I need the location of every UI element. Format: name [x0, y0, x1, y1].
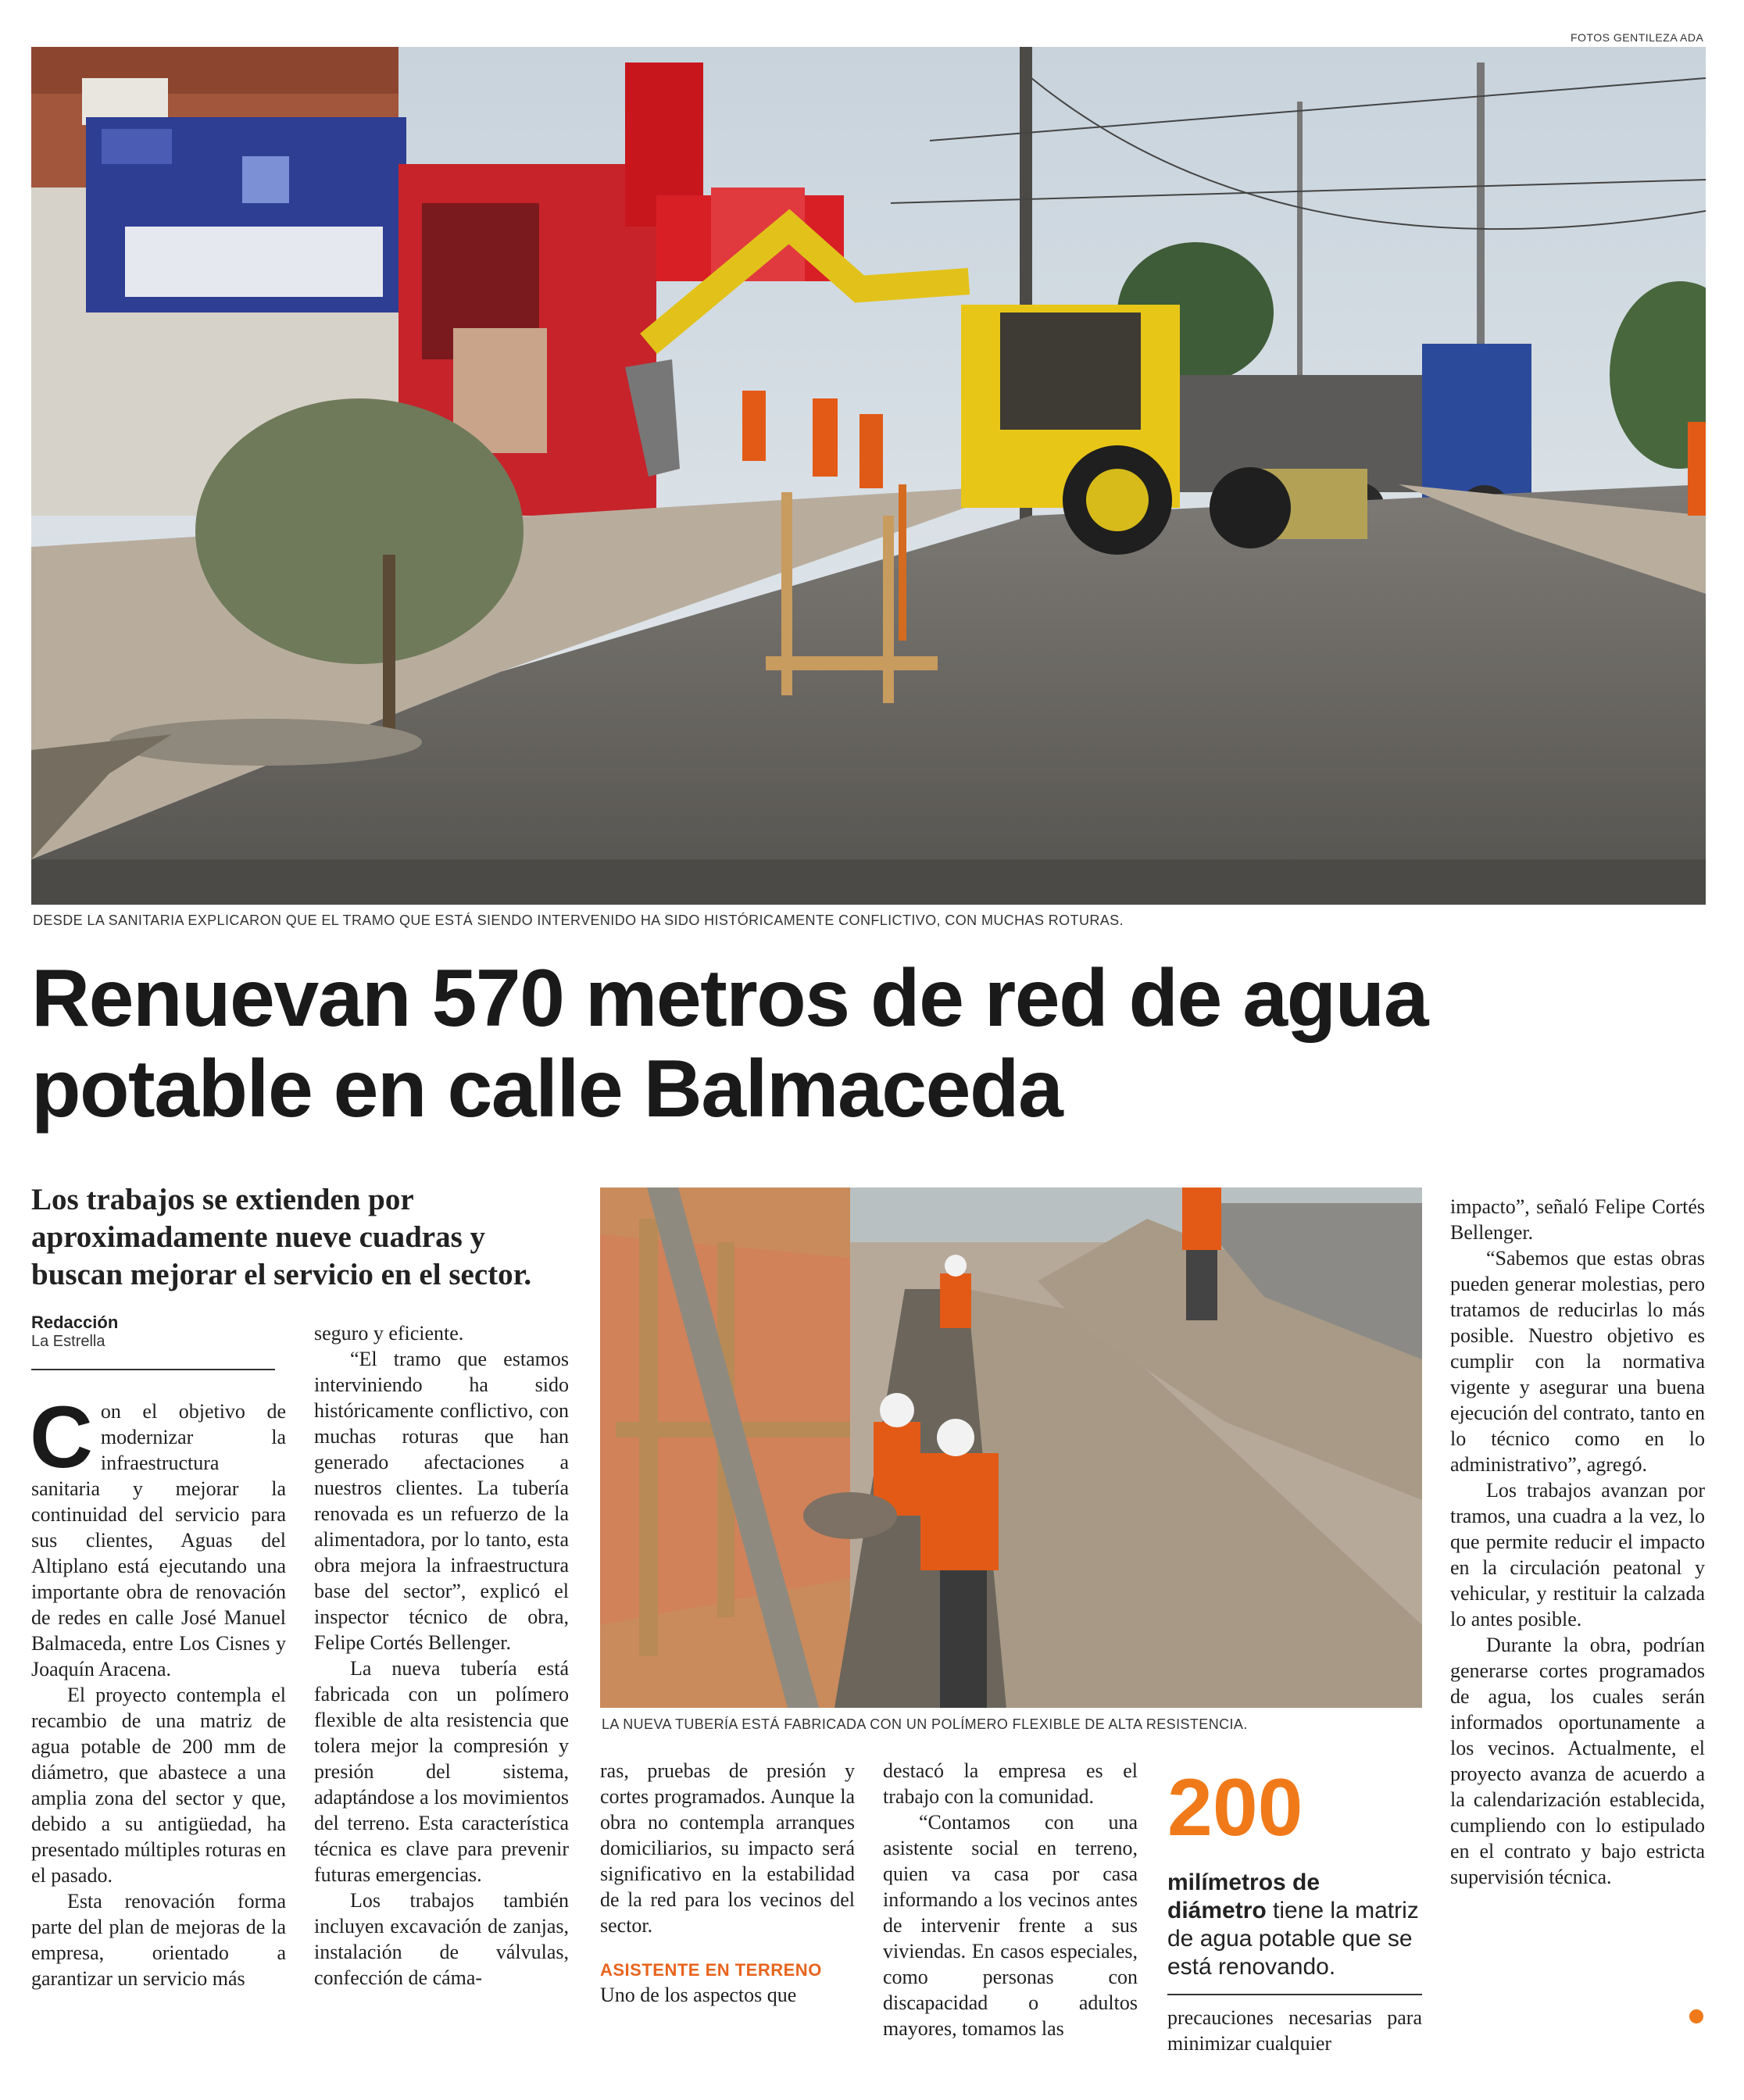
article-paragraph: Uno de los aspectos que	[600, 1984, 797, 2006]
article-paragraph: El proyecto contempla el recambio de una matriz de agua potable de 200 mm de diámetro, que abastece a una amplia zona del sector y que, debido a su antigüedad, ha presentado múltiples roturas en el pasado.	[31, 1684, 286, 1887]
body-column-1	[30, 1388, 286, 1991]
article-paragraph: destacó la empresa es el trabajo con la comunidad.	[883, 1759, 1138, 1808]
article-paragraph: “Contamos con una asistente social en terreno, quien va casa por casa informando a los vecinos antes de intervenir frente a sus viviendas. En casos especiales, como personas con discapacidad o adultos mayores, tomamos las	[883, 1811, 1138, 2040]
end-mark-icon	[1689, 2009, 1703, 2023]
article-paragraph: Esta renovación forma parte del plan de mejoras de la empresa, orientado a garantizar un servicio más	[31, 1890, 286, 1990]
headline-line-2: potable en calle Balmaceda	[31, 1044, 1063, 1134]
article-paragraph: Durante la obra, podrían generarse cortes programados de agua, los cuales serán informados oportunamente a los vecinos. Actualmente, el proyecto avanza de acuerdo a la calendarización establecida, cumpliendo con lo estipulado en el contrato y bajo estricta supervisión técnica.	[1450, 1634, 1705, 1888]
byline-name: Redacción	[31, 1312, 119, 1332]
byline	[31, 1312, 118, 1351]
lede-line-1: Los trabajos se extienden por	[31, 1183, 414, 1216]
byline-org: La Estrella	[31, 1333, 105, 1350]
lede	[31, 1181, 594, 1294]
body-column-4	[883, 1758, 1138, 2041]
article-paragraph: La nueva tubería está fabricada con un polímero flexible de alta resistencia que tolera mejor la compresión y presión del sistema, adaptándose a los movimientos del terreno. Esta característica técnica es clave para prevenir futuras emergencias.	[314, 1657, 569, 1886]
article-paragraph: ras, pruebas de presión y cortes programados. Aunque la obra no contempla arranques domiciliarios, su impacto será significativo en la estabilidad de la red para los vecinos del sector.	[600, 1759, 855, 1937]
paragraph-text: on el objetivo de modernizar la infraestructura sanitaria y mejorar la continuidad del servicio para sus clientes, Aguas del Altiplano está ejecutando una importante obra de renovación de redes en calle José Manuel Balmaceda, entre Los Cisnes y Joaquín Aracena.	[31, 1400, 286, 1680]
body-column-5	[1167, 2005, 1422, 2056]
highlight-description	[1167, 1869, 1422, 1981]
top-photo-caption: DESDE LA SANITARIA EXPLICARON QUE EL TRAMO QUE ESTÁ SIENDO INTERVENIDO HA SIDO HISTÓRICAMENTE CONFLICTIVO, CON MUCHAS ROTURAS.	[33, 912, 1124, 928]
article-paragraph: impacto”, señaló Felipe Cortés Bellenger.	[1450, 1195, 1705, 1244]
article-paragraph: “El tramo que estamos interviniendo ha sido históricamente conflictivo, con muchas roturas que han generado afectaciones a nuestros clientes. La tubería renovada es un refuerzo de la alimentadora, por lo tanto, esta obra mejora la infraestructura base del sector”, explicó el inspector técnico de obra, Felipe Cortés Bellenger.	[314, 1348, 569, 1654]
article-paragraph: precauciones necesarias para minimizar cualquier	[1167, 2006, 1422, 2055]
article-paragraph: Los trabajos avanzan por tramos, una cuadra a la vez, lo que permite reducir el impacto en la circulación peatonal y vehicular, y restituir la calzada lo antes posible.	[1450, 1479, 1705, 1630]
highlight-rest: tiene la matriz de agua potable que se está renovando.	[1167, 1898, 1419, 1980]
article-paragraph: “Sabemos que estas obras pueden generar molestias, pero tratamos de reducirlas lo más posible. Nuestro objetivo es cumplir con la normativa vigente y asegurar una buena ejecución del contrato, tanto en lo técnico como en lo administrativo”, agregó.	[1450, 1247, 1705, 1476]
byline-rule	[31, 1369, 275, 1370]
top-photo	[31, 47, 1706, 905]
photo-credit: FOTOS GENTILEZA ADA	[1571, 31, 1704, 44]
body-column-2	[314, 1320, 569, 1991]
article-paragraph	[30, 1388, 286, 1682]
lede-line-2: aproximadamente nueve cuadras y	[31, 1220, 486, 1254]
article-paragraph: Los trabajos también incluyen excavación de zanjas, instalación de válvulas, confección de cáma-	[314, 1889, 569, 1989]
subhead: ASISTENTE EN TERRENO	[600, 1960, 822, 1980]
body-column-3	[600, 1758, 855, 2008]
highlight-bold: milímetros de diámetro	[1167, 1870, 1321, 1923]
highlight-rule	[1167, 1994, 1422, 1995]
body-column-6	[1450, 1194, 1705, 1890]
highlight-number: 200	[1167, 1762, 1303, 1853]
headline	[31, 953, 1711, 1134]
headline-line-1: Renuevan 570 metros de red de agua	[31, 953, 1428, 1044]
highlight-box	[1167, 1762, 1422, 1981]
trench-photo	[600, 1188, 1422, 1708]
trench-photo-caption: LA NUEVA TUBERÍA ESTÁ FABRICADA CON UN POLÍMERO FLEXIBLE DE ALTA RESISTENCIA.	[602, 1716, 1248, 1732]
lede-line-3: buscan mejorar el servicio en el sector.	[31, 1258, 532, 1291]
drop-cap: C	[30, 1388, 93, 1486]
article-paragraph: seguro y eficiente.	[314, 1322, 464, 1345]
